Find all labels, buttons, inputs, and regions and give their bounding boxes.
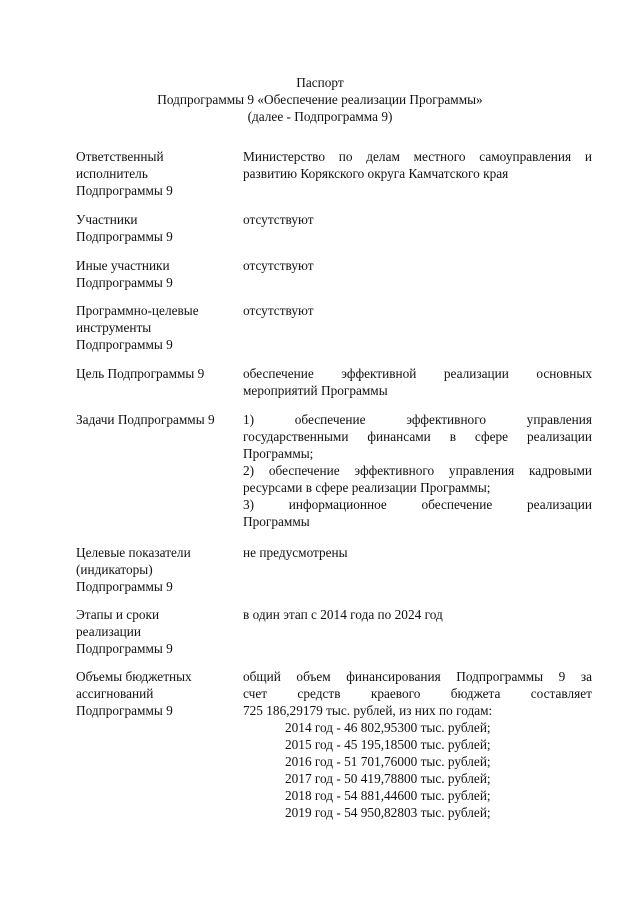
row-label: Объемы бюджетных ассигнований Подпрограммы 9 — [76, 669, 192, 718]
row-label: Этапы и сроки реализации Подпрограммы 9 — [76, 607, 173, 656]
row-value: в один этап с 2014 года по 2024 год — [243, 607, 443, 622]
row-label: Цель Подпрограммы 9 — [76, 366, 205, 381]
row-value: отсутствуют — [243, 258, 314, 273]
row-label: Программно-целевые инструменты Подпрограммы 9 — [76, 303, 199, 352]
page-subtitle-note: (далее - Подпрограмма 9) — [247, 109, 393, 124]
row-value: не предусмотрены — [243, 545, 348, 560]
row-label: Участники Подпрограммы 9 — [76, 212, 173, 244]
row-label: Ответственный исполнитель Подпрограммы 9 — [76, 149, 173, 198]
page-subtitle: Подпрограммы 9 «Обеспечение реализации Программы» — [157, 92, 483, 107]
row-value: общий объем финансирования Подпрограммы 9 за счет средств краевого бюджета составляет 725 186,29179 тыс. рублей, из них по годам: 2014 год - 46 802,95300 тыс. рублей; 2015 год - 45 195,18500 тыс. рублей; 2016 год - 51 701,76000 тыс. рублей; 2017 год - 50 419,78800 тыс. рублей; 2018 год - 54 881,44600 тыс. рублей; 2019 год - 54 950,82803 тыс. рублей; — [243, 669, 592, 820]
budget-year-line: 2014 год - 46 802,95300 тыс. рублей; — [285, 720, 491, 735]
passport-header — [0, 74, 640, 125]
budget-year-line: 2018 год - 54 881,44600 тыс. рублей; — [285, 788, 491, 803]
budget-year-line: 2015 год - 45 195,18500 тыс. рублей; — [285, 737, 491, 752]
budget-year-line: 2016 год - 51 701,76000 тыс. рублей; — [285, 754, 491, 769]
row-label: Иные участники Подпрограммы 9 — [76, 258, 173, 290]
row-value: отсутствуют — [243, 212, 314, 227]
row-value: обеспечение эффективной реализации основных мероприятий Программы — [243, 366, 592, 398]
page-title: Паспорт — [296, 75, 344, 90]
row-value: отсутствуют — [243, 303, 314, 318]
row-value: Министерство по делам местного самоуправления и развитию Корякского округа Камчатского края — [243, 149, 592, 181]
row-label: Целевые показатели (индикаторы) Подпрограммы 9 — [76, 545, 191, 594]
budget-year-line: 2019 год - 54 950,82803 тыс. рублей; — [285, 805, 491, 820]
row-label: Задачи Подпрограммы 9 — [76, 412, 215, 427]
budget-year-line: 2017 год - 50 419,78800 тыс. рублей; — [285, 771, 491, 786]
row-value: 1) обеспечение эффективного управления государственными финансами в сфере реализации Программы; 2) обеспечение эффективного управления кадровыми ресурсами в сфере реализации Программы; 3) информационное обеспечение реализации Программы — [243, 412, 592, 529]
